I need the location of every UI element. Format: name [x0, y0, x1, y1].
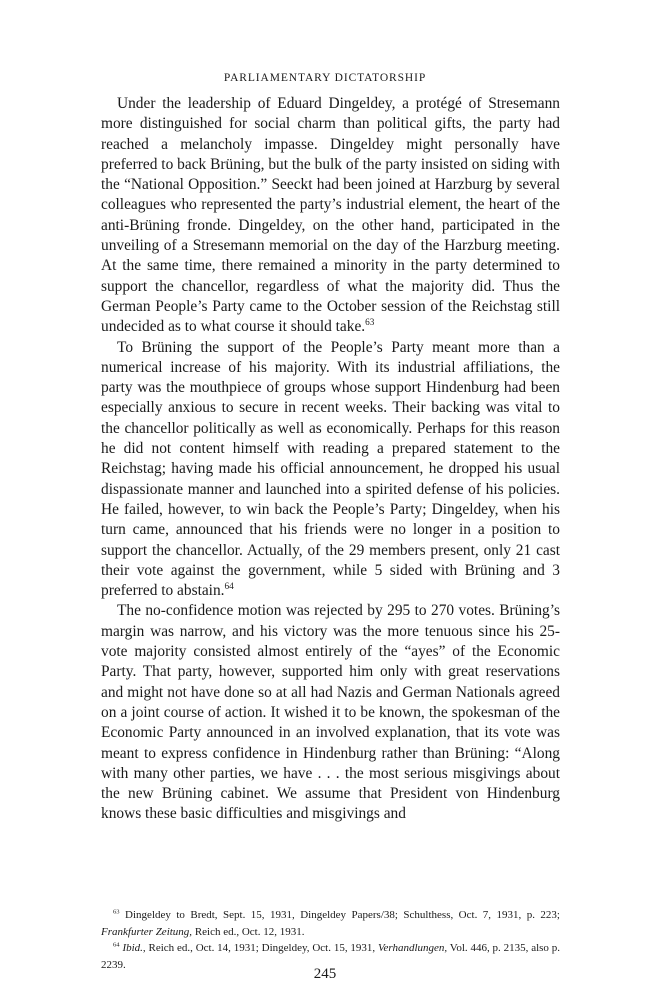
page-number: 245 [313, 966, 337, 982]
footnote-ref: 64 [224, 581, 234, 591]
running-head: PARLIAMENTARY DICTATORSHIP [223, 72, 427, 84]
footnotes [101, 907, 560, 973]
paragraph [101, 601, 560, 824]
paragraph-text: To Brüning the support of the People’s Party meant more than a numerical increase of his majority. With its industrial affiliations, the party was the mouthpiece of groups whose support Hindenburg had been especially anxious to secure in recent weeks. Their backing was vital to the chancellor politically as well as economically. Perhaps for this reason he did not content himself with reading a prepared statement to the Reichstag; having made his official announcement, he dropped his usual dispassionate manner and launched into a spirited defense of his policies. He failed, however, to win back the People’s Party; Dingeldey, when his turn came, announced that his friends were no longer in a position to support the chancellor. Actually, of the 29 members present, only 21 cast their vote against the government, while 5 sided with Brüning and 3 preferred to abstain. [101, 338, 560, 600]
paragraph [101, 338, 560, 602]
footnote-number: 63 [113, 908, 120, 916]
paragraph-text: The no-confidence motion was rejected by 295 to 270 votes. Brüning’s margin was narrow, and his victory was the more tenuous since his 25-vote majority consisted almost entirely of the “ayes” of the Economic Party. That party, however, supported him only with great reservations and might not have done so at all had Nazis and German Nationals agreed on a joint course of action. It wished it to be known, the spokesman of the Economic Party announced in an involved explanation, that its vote was meant to express confidence in Hindenburg rather than Brüning: “Along with many other parties, we have . . . the most serious misgivings about the new Brüning cabinet. We assume that President von Hindenburg knows these basic difficulties and misgivings and [101, 602, 560, 823]
paragraph [101, 94, 560, 338]
body-text [101, 94, 560, 825]
footnote-number: 64 [113, 941, 120, 949]
footnote-ref: 63 [365, 317, 375, 328]
footnote: $^{64}$ Ibid., Reich ed., Oct. 14, 1931; Dingeldey, Oct. 15, 1931, Verhandlungen, Vol. 446, p. 2135, also p. 2239. [101, 941, 561, 971]
paragraph-text: Under the leadership of Eduard Dingeldey, a protégé of Stresemann more distinguished for social charm than political gifts, the party had reached a melancholy impasse. Dingeldey might personally have preferred to back Brüning, but the bulk of the party insisted on siding with the “National Opposition.” Seeckt had been joined at Harzburg by several colleagues who represented the party’s industrial element, the heart of the anti-Brüning fronde. Dingeldey, on the other hand, participated in the unveiling of a Stresemann memorial on the day of the Harzburg meeting. At the same time, there remained a minority in the party determined to support the chancellor, regardless of what the majority did. Thus the German People’s Party came to the October session of the Reichstag still undecided as to what course it should take. [101, 95, 560, 336]
footnote: $^{63}$ Dingeldey to Bredt, Sept. 15, 1931, Dingeldey Papers/38; Schulthess, Oct. 7, 1931, p. 223; Frankfurter Zeitung, Reich ed., Oct. 12, 1931. [101, 908, 560, 938]
